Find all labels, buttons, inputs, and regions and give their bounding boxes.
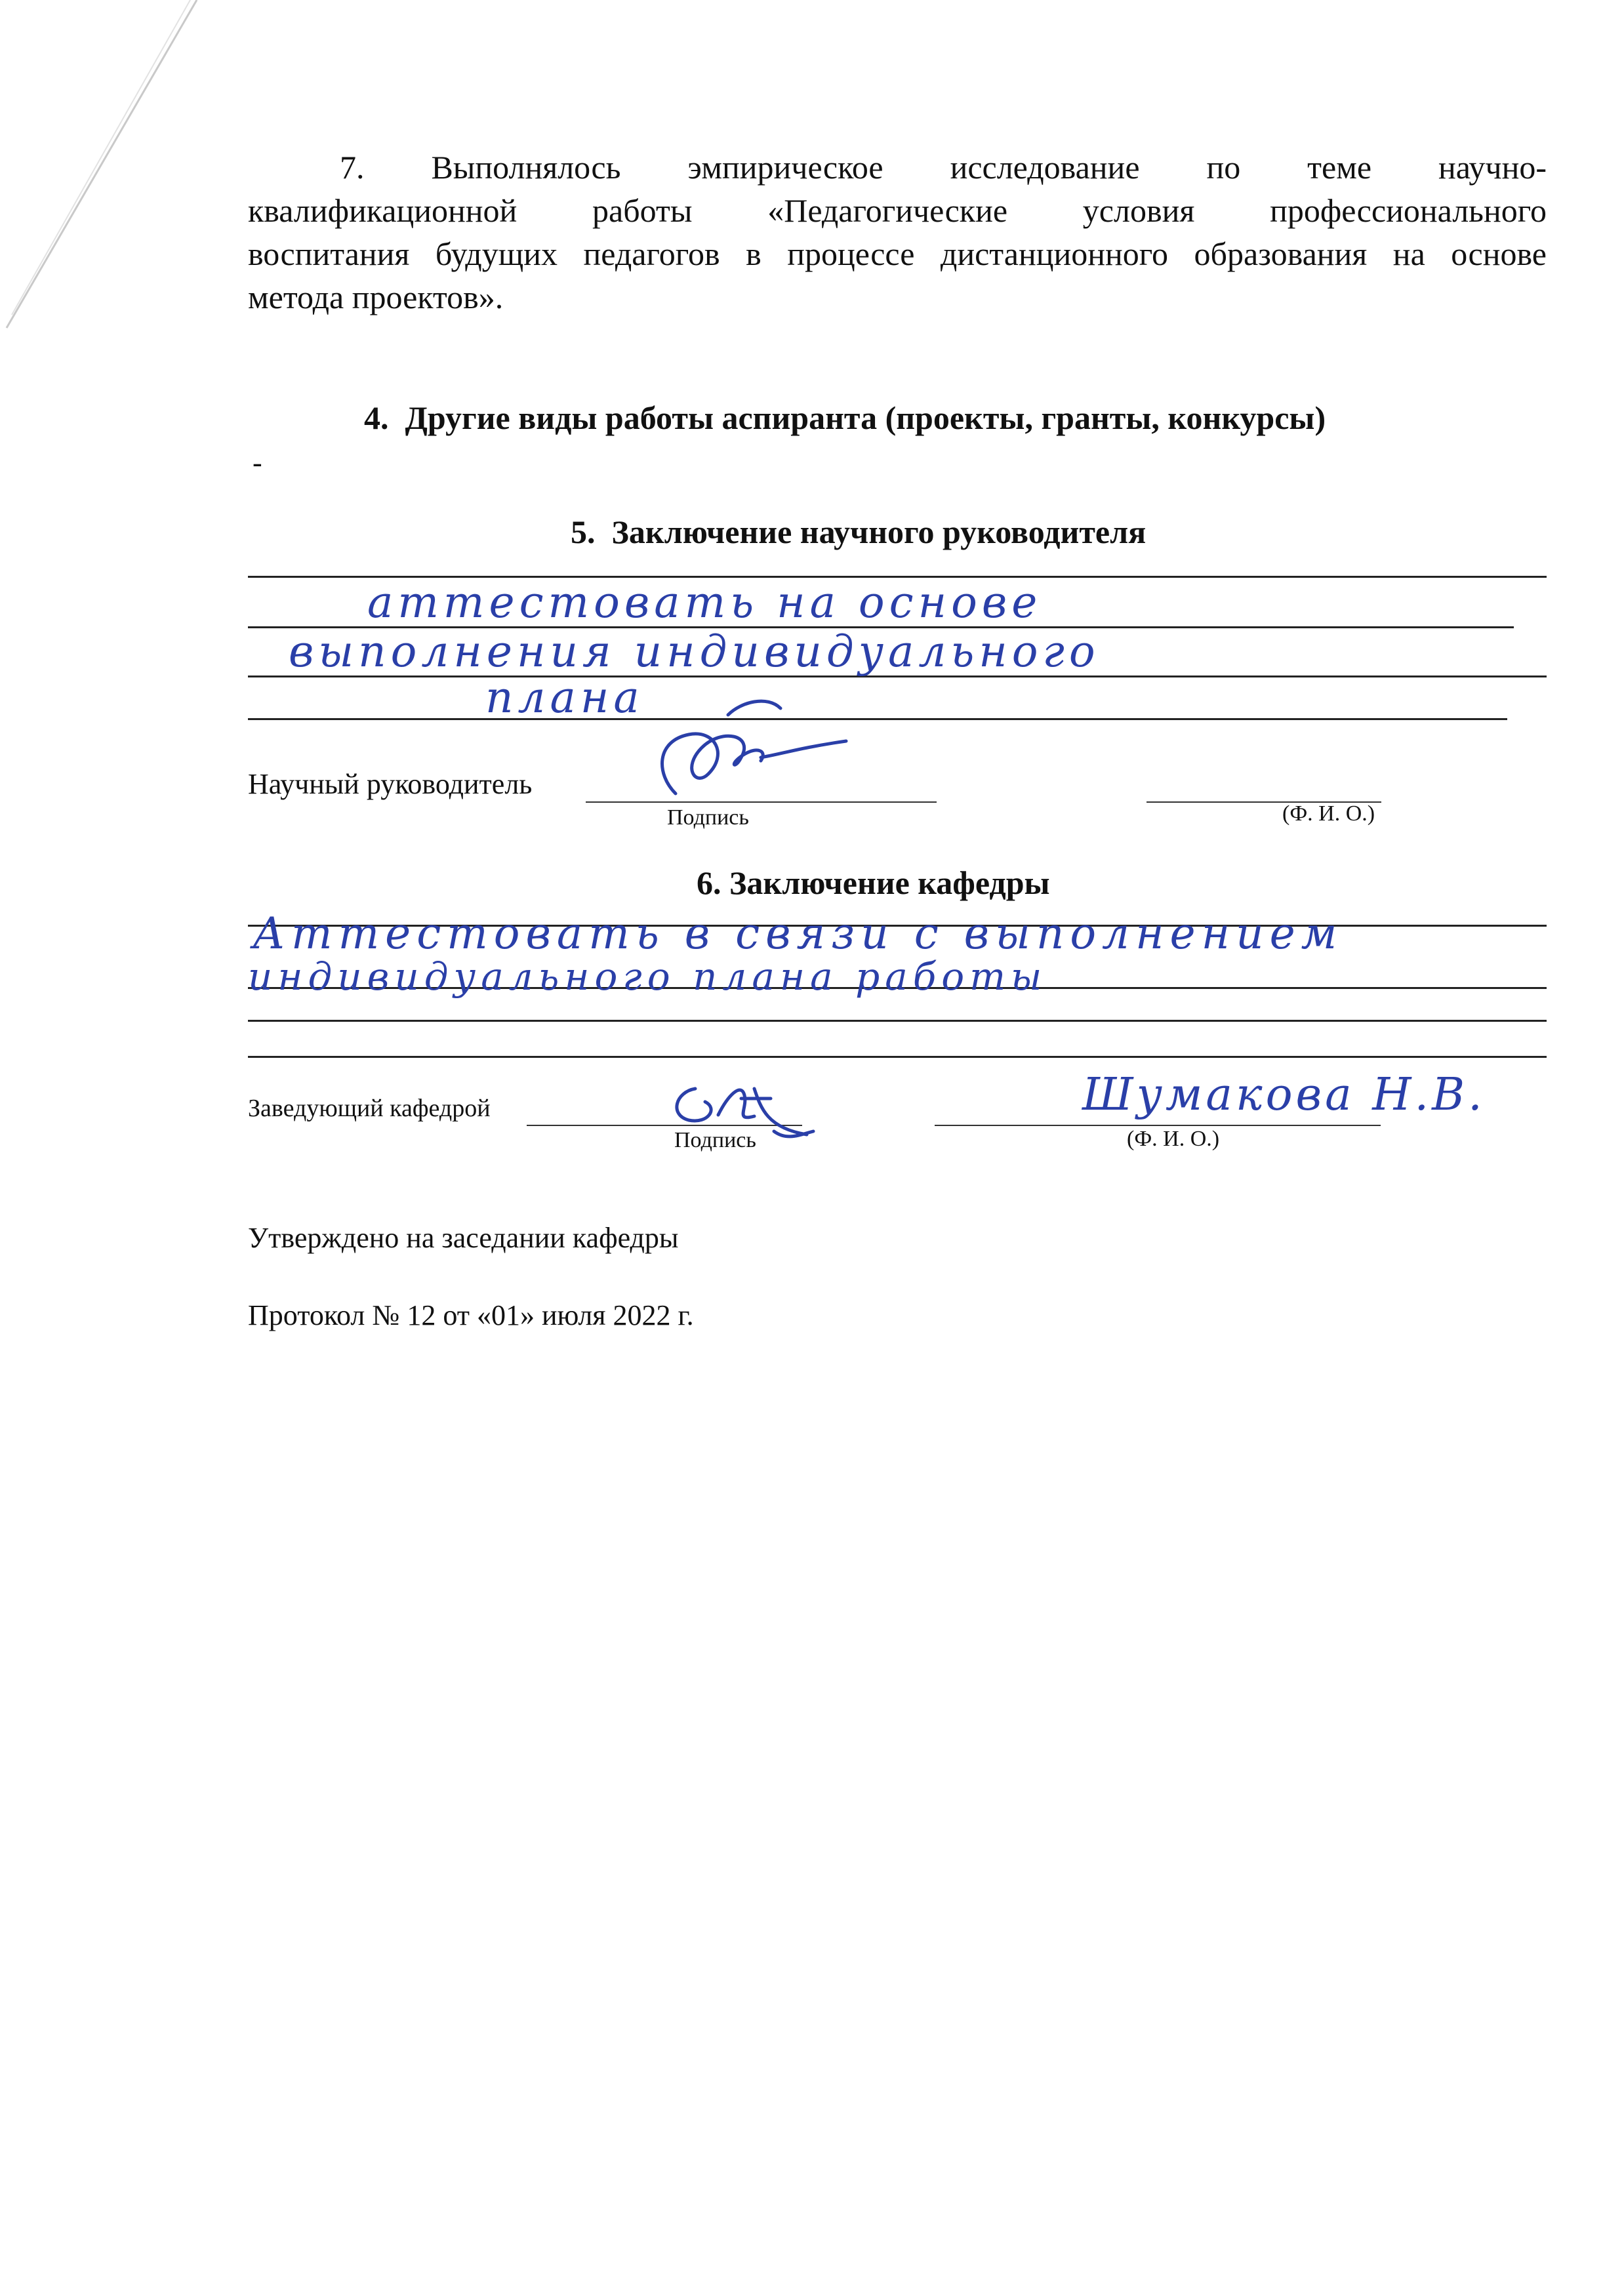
item-7-line-2: квалификационной работы «Педагогические условия профессионального bbox=[248, 192, 1547, 229]
head-of-department-label: Заведующий кафедрой bbox=[248, 1095, 491, 1122]
handwritten-head-name: Шумакова Н.В. bbox=[1082, 1069, 1486, 1121]
item-7-line-1: 7. Выполнялось эмпирическое исследование по теме научно- bbox=[340, 149, 1547, 186]
protocol-text: Протокол № 12 от «01» июля 2022 г. bbox=[248, 1299, 694, 1331]
section-5-number: 5. bbox=[571, 514, 596, 550]
section-5-title: Заключение научного руководителя bbox=[611, 514, 1147, 550]
handwritten-department-line-1: Аттестовать в связи с выполнением bbox=[253, 908, 1343, 959]
section-5-heading bbox=[571, 512, 1146, 552]
section-6-heading: 6. Заключение кафедры bbox=[697, 864, 1050, 901]
handwritten-conclusion-line-1: аттестовать на основе bbox=[367, 577, 1042, 628]
handwritten-department-line-2: индивидуального плана работы bbox=[248, 954, 1047, 999]
approved-text: Утверждено на заседании кафедры bbox=[248, 1222, 679, 1254]
handwritten-conclusion-line-3: плана bbox=[485, 672, 644, 723]
section-4-content: - bbox=[253, 447, 262, 479]
supervisor-label: Научный руководитель bbox=[248, 768, 533, 800]
section-4-heading bbox=[364, 397, 1326, 438]
handwritten-conclusion-line-2: выполнения индивидуального bbox=[289, 626, 1100, 677]
head-name-caption: (Ф. И. О.) bbox=[1127, 1127, 1220, 1151]
section-4-title: Другие виды работы аспиранта (проекты, гранты, конкурсы) bbox=[405, 399, 1326, 436]
head-signature-caption: Подпись bbox=[674, 1128, 756, 1152]
item-7-paragraph bbox=[248, 146, 1547, 319]
item-7-line-4: метода проектов». bbox=[248, 279, 504, 315]
scan-streak-artifact bbox=[0, 0, 223, 341]
head-signature bbox=[656, 1069, 826, 1148]
department-conclusion-line-4 bbox=[248, 1056, 1547, 1058]
item-7-line-3: воспитания будущих педагогов в процессе дистанционного образования на основе bbox=[248, 235, 1547, 272]
supervisor-signature bbox=[630, 695, 866, 807]
head-name-line bbox=[935, 1125, 1381, 1126]
supervisor-name-caption: (Ф. И. О.) bbox=[1282, 801, 1375, 826]
department-conclusion-line-3 bbox=[248, 1020, 1547, 1022]
supervisor-signature-caption: Подпись bbox=[667, 805, 749, 830]
supervisor-conclusion-line-4 bbox=[248, 718, 1507, 720]
section-4-number: 4. bbox=[364, 399, 389, 436]
